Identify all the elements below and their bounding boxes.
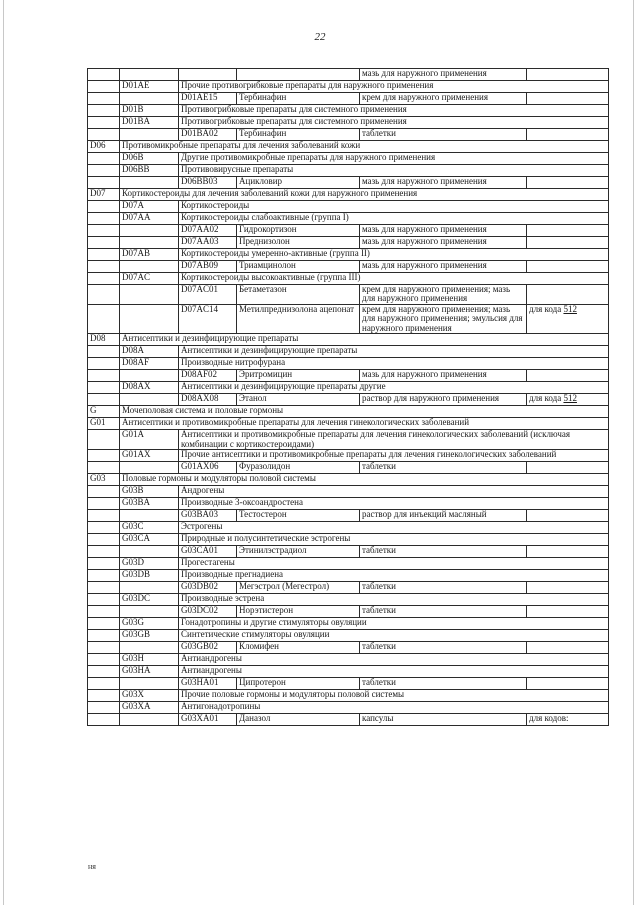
atc-code-drug: D07AB09	[179, 261, 237, 273]
table-row	[88, 406, 609, 418]
atc-code-group: G03C	[120, 522, 179, 534]
code-note	[527, 546, 609, 558]
dosage-form: раствор для инъекций масляный	[360, 510, 527, 522]
atc-code-drug: D07AA03	[179, 237, 237, 249]
table-row	[88, 153, 609, 165]
table-row	[88, 702, 609, 714]
drug-name: Тестостерон	[237, 510, 360, 522]
code-note	[527, 225, 609, 237]
atc-code-level1: D08	[88, 334, 120, 346]
code-note	[527, 237, 609, 249]
dosage-form: крем для наружного применения	[360, 93, 527, 105]
atc-code-level1: D06	[88, 141, 120, 153]
atc-code-group	[120, 642, 179, 654]
atc-code-level1	[88, 430, 120, 450]
scan-edge-right	[633, 0, 634, 905]
atc-code-group: D08AF	[120, 358, 179, 370]
table-row	[88, 249, 609, 261]
group-title: Гонадотропины и другие стимуляторы овуляции	[179, 618, 609, 630]
atc-code-group: D01AE	[120, 81, 179, 93]
atc-code-group: G01AX	[120, 450, 179, 462]
dosage-form: таблетки	[360, 678, 527, 690]
table-row	[88, 81, 609, 93]
drug-name: Триамцинолон	[237, 261, 360, 273]
table-row	[88, 558, 609, 570]
drug-name: Эритромицин	[237, 370, 360, 382]
atc-code-group: D07AC	[120, 273, 179, 285]
atc-code-group: G03CA	[120, 534, 179, 546]
table-row	[88, 642, 609, 654]
group-title: Кортикостероиды для лечения заболеваний кожи для наружного применения	[120, 189, 609, 201]
code-note	[527, 642, 609, 654]
atc-code-level1	[88, 702, 120, 714]
atc-code-level1	[88, 666, 120, 678]
atc-code-group	[120, 304, 179, 333]
drug-name: Фуразолидон	[237, 462, 360, 474]
table-row	[88, 450, 609, 462]
atc-code-group	[120, 370, 179, 382]
table-row	[88, 510, 609, 522]
atc-code-group	[120, 261, 179, 273]
group-title: Производные 3-оксоандростена	[179, 498, 609, 510]
atc-code-level1	[88, 618, 120, 630]
atc-code-group: G03GB	[120, 630, 179, 642]
atc-code-group: G03BA	[120, 498, 179, 510]
drug-name: Бетаметазон	[237, 285, 360, 305]
atc-code-group: D07AA	[120, 213, 179, 225]
table-row	[88, 430, 609, 450]
drug-name: Норэтистерон	[237, 606, 360, 618]
dosage-form: мазь для наружного применения	[360, 370, 527, 382]
atc-code-group: G03XA	[120, 702, 179, 714]
table-row	[88, 606, 609, 618]
drug-name: Кломифен	[237, 642, 360, 654]
table-row	[88, 418, 609, 430]
table-row	[88, 618, 609, 630]
atc-code-group: G03D	[120, 558, 179, 570]
dosage-form: капсулы	[360, 714, 527, 726]
group-title: Мочеполовая система и половые гормоны	[120, 406, 609, 418]
code-note	[527, 69, 609, 81]
code-note	[527, 582, 609, 594]
atc-code-level1	[88, 93, 120, 105]
group-title: Антисептики и противомикробные препараты для лечения гинекологических заболеваний	[120, 418, 609, 430]
atc-code-drug: G03HA01	[179, 678, 237, 690]
table-row	[88, 261, 609, 273]
table-row	[88, 117, 609, 129]
atc-code-group	[120, 285, 179, 305]
table-row	[88, 358, 609, 370]
atc-code-level1	[88, 450, 120, 462]
atc-code-drug: D01AE15	[179, 93, 237, 105]
table-row	[88, 714, 609, 726]
atc-code-level1	[88, 510, 120, 522]
group-title: Другие противомикробные препараты для наружного применения	[179, 153, 609, 165]
atc-code-level1	[88, 304, 120, 333]
atc-code-level1: G	[88, 406, 120, 418]
atc-code-drug: D08AF02	[179, 370, 237, 382]
group-title: Прогестагены	[179, 558, 609, 570]
atc-code-drug: G03BA03	[179, 510, 237, 522]
group-title: Противовирусные препараты	[179, 165, 609, 177]
dosage-form: таблетки	[360, 606, 527, 618]
code-note	[527, 304, 609, 333]
drug-name: Мегэстрол (Мегестрол)	[237, 582, 360, 594]
atc-code-group: D07AB	[120, 249, 179, 261]
atc-code-level1	[88, 546, 120, 558]
table-row	[88, 93, 609, 105]
table-row	[88, 273, 609, 285]
atc-code-level1	[88, 678, 120, 690]
table-row	[88, 666, 609, 678]
atc-code-level1	[88, 225, 120, 237]
atc-code-level1: G03	[88, 474, 120, 486]
code-note	[527, 510, 609, 522]
drug-name	[237, 69, 360, 81]
dosage-form: мазь для наружного применения	[360, 69, 527, 81]
code-note	[527, 606, 609, 618]
atc-code-level1	[88, 117, 120, 129]
atc-code-drug: D07AC14	[179, 304, 237, 333]
atc-code-level1: G01	[88, 418, 120, 430]
table-row	[88, 225, 609, 237]
group-title: Антисептики и дезинфицирующие препараты	[179, 346, 609, 358]
drug-name: Этанол	[237, 394, 360, 406]
atc-code-level1	[88, 285, 120, 305]
table-row	[88, 382, 609, 394]
atc-code-level1	[88, 642, 120, 654]
atc-code-level1	[88, 654, 120, 666]
atc-code-group: D07A	[120, 201, 179, 213]
table-row	[88, 630, 609, 642]
drug-list-table	[87, 68, 609, 726]
atc-code-group	[120, 129, 179, 141]
atc-code-level1	[88, 261, 120, 273]
atc-code-level1	[88, 237, 120, 249]
group-title: Природные и полусинтетические эстрогены	[179, 534, 609, 546]
code-reference-link[interactable]: 512	[563, 393, 577, 404]
atc-code-group	[120, 93, 179, 105]
atc-code-level1	[88, 570, 120, 582]
drug-name: Ацикловир	[237, 177, 360, 189]
atc-code-drug: G01AX06	[179, 462, 237, 474]
atc-code-level1	[88, 69, 120, 81]
group-title: Производные прегнадиена	[179, 570, 609, 582]
table-row	[88, 237, 609, 249]
code-note-label: для кода	[529, 393, 564, 404]
atc-code-drug: D08AX08	[179, 394, 237, 406]
table-row	[88, 165, 609, 177]
atc-code-group: G03HA	[120, 666, 179, 678]
group-title: Противогрибковые препараты для системного применения	[179, 105, 609, 117]
atc-code-level1	[88, 594, 120, 606]
atc-code-level1	[88, 486, 120, 498]
atc-code-group: G03B	[120, 486, 179, 498]
group-title: Прочие противогрибковые препараты для наружного применения	[179, 81, 609, 93]
atc-code-level1	[88, 690, 120, 702]
table-row	[88, 462, 609, 474]
table-row	[88, 69, 609, 81]
code-note	[527, 177, 609, 189]
drug-name: Тербинафин	[237, 93, 360, 105]
atc-code-group	[120, 462, 179, 474]
atc-code-level1	[88, 522, 120, 534]
atc-code-level1	[88, 153, 120, 165]
atc-code-level1	[88, 498, 120, 510]
atc-code-level1	[88, 165, 120, 177]
table-row	[88, 570, 609, 582]
atc-code-drug: G03CA01	[179, 546, 237, 558]
atc-code-drug: G03XA01	[179, 714, 237, 726]
atc-code-group: D08AX	[120, 382, 179, 394]
table-row	[88, 285, 609, 305]
dosage-form: мазь для наружного применения	[360, 225, 527, 237]
dosage-form: таблетки	[360, 129, 527, 141]
group-title: Антиандрогены	[179, 654, 609, 666]
table-row	[88, 105, 609, 117]
dosage-form: таблетки	[360, 642, 527, 654]
atc-code-level1	[88, 394, 120, 406]
table-row	[88, 498, 609, 510]
atc-code-level1	[88, 558, 120, 570]
drug-name: Тербинафин	[237, 129, 360, 141]
table-row	[88, 177, 609, 189]
atc-code-level1	[88, 81, 120, 93]
table-row	[88, 522, 609, 534]
atc-code-level1	[88, 105, 120, 117]
atc-code-level1	[88, 358, 120, 370]
group-title: Эстрогены	[179, 522, 609, 534]
code-note	[527, 129, 609, 141]
group-title: Кортикостероиды высокоактивные (группа III)	[179, 273, 609, 285]
code-note: для кодов:	[527, 714, 609, 726]
atc-code-group: D01BA	[120, 117, 179, 129]
atc-code-group: G03G	[120, 618, 179, 630]
atc-code-level1	[88, 129, 120, 141]
atc-code-group	[120, 177, 179, 189]
table-row	[88, 334, 609, 346]
table-row	[88, 189, 609, 201]
atc-code-level1: D07	[88, 189, 120, 201]
dosage-form: мазь для наружного применения	[360, 261, 527, 273]
table-row	[88, 474, 609, 486]
dosage-form: крем для наружного применения; мазь для наружного применения	[360, 285, 527, 305]
atc-code-group: D06B	[120, 153, 179, 165]
group-title: Производные эстрена	[179, 594, 609, 606]
atc-code-level1	[88, 370, 120, 382]
atc-code-group: G03DC	[120, 594, 179, 606]
table-row	[88, 690, 609, 702]
atc-code-drug	[179, 69, 237, 81]
group-title: Половые гормоны и модуляторы половой системы	[120, 474, 609, 486]
table-row	[88, 304, 609, 333]
table-row	[88, 654, 609, 666]
atc-code-drug: D06BB03	[179, 177, 237, 189]
table-row	[88, 213, 609, 225]
atc-code-group	[120, 714, 179, 726]
atc-code-group	[120, 606, 179, 618]
group-title: Противогрибковые препараты для системного применения	[179, 117, 609, 129]
code-note	[527, 261, 609, 273]
table-row	[88, 486, 609, 498]
atc-code-group	[120, 678, 179, 690]
atc-code-group	[120, 546, 179, 558]
atc-code-drug: D01BA02	[179, 129, 237, 141]
group-title: Антигонадотропины	[179, 702, 609, 714]
atc-code-group: D08A	[120, 346, 179, 358]
scan-edge-left	[3, 0, 4, 905]
code-note	[527, 93, 609, 105]
group-title: Андрогены	[179, 486, 609, 498]
atc-code-level1	[88, 213, 120, 225]
code-note	[527, 285, 609, 305]
page-number: 22	[314, 31, 326, 43]
dosage-form: таблетки	[360, 582, 527, 594]
atc-code-level1	[88, 249, 120, 261]
atc-code-group	[120, 582, 179, 594]
code-note	[527, 394, 609, 406]
group-title: Антисептики и противомикробные препараты для лечения гинекологических заболеваний (исключая комбинации с кортикостероидами)	[179, 430, 609, 450]
dosage-form: таблетки	[360, 462, 527, 474]
drug-name: Преднизолон	[237, 237, 360, 249]
code-note	[527, 678, 609, 690]
dosage-form: мазь для наружного применения	[360, 177, 527, 189]
atc-code-group	[120, 237, 179, 249]
atc-code-level1	[88, 606, 120, 618]
table-row	[88, 129, 609, 141]
drug-name: Даназол	[237, 714, 360, 726]
atc-code-drug: G03DB02	[179, 582, 237, 594]
atc-code-group: G03X	[120, 690, 179, 702]
atc-code-level1	[88, 346, 120, 358]
atc-code-group: D01B	[120, 105, 179, 117]
dosage-form: раствор для наружного применения	[360, 394, 527, 406]
atc-code-group: D06BB	[120, 165, 179, 177]
drug-name: Гидрокортизон	[237, 225, 360, 237]
atc-code-level1	[88, 462, 120, 474]
atc-code-group: G03DB	[120, 570, 179, 582]
table-row	[88, 394, 609, 406]
group-title: Кортикостероиды умеренно-активные (группа II)	[179, 249, 609, 261]
atc-code-level1	[88, 714, 120, 726]
table-row	[88, 534, 609, 546]
group-title: Антисептики и дезинфицирующие препараты	[120, 334, 609, 346]
table-row	[88, 201, 609, 213]
group-title: Противомикробные препараты для лечения заболеваний кожи	[120, 141, 609, 153]
atc-code-level1	[88, 630, 120, 642]
atc-code-group	[120, 510, 179, 522]
dosage-form: таблетки	[360, 546, 527, 558]
atc-code-group	[120, 394, 179, 406]
atc-code-group: G03H	[120, 654, 179, 666]
atc-code-level1	[88, 582, 120, 594]
atc-code-group: G01A	[120, 430, 179, 450]
dosage-form: мазь для наружного применения	[360, 237, 527, 249]
code-note-label: для кода	[529, 304, 564, 314]
table-row	[88, 141, 609, 153]
table-row	[88, 546, 609, 558]
atc-code-group	[120, 225, 179, 237]
group-title: Антиандрогены	[179, 666, 609, 678]
group-title: Синтетические стимуляторы овуляции	[179, 630, 609, 642]
atc-code-level1	[88, 201, 120, 213]
group-title: Кортикостероиды слабоактивные (группа I)	[179, 213, 609, 225]
atc-code-level1	[88, 273, 120, 285]
footer-mark: ня	[88, 862, 96, 871]
drug-name: Ципротерон	[237, 678, 360, 690]
atc-code-group	[120, 69, 179, 81]
drug-name: Этинилэстрадиол	[237, 546, 360, 558]
group-title: Прочие антисептики и противомикробные препараты для лечения гинекологических заболеваний	[179, 450, 609, 462]
code-note	[527, 370, 609, 382]
code-reference-link[interactable]: 512	[563, 304, 577, 314]
group-title: Прочие половые гормоны и модуляторы половой системы	[179, 690, 609, 702]
atc-code-level1	[88, 382, 120, 394]
atc-code-drug: D07AA02	[179, 225, 237, 237]
table-row	[88, 346, 609, 358]
code-note	[527, 462, 609, 474]
table-row	[88, 594, 609, 606]
group-title: Антисептики и дезинфицирующие препараты другие	[179, 382, 609, 394]
drug-name: Метилпреднизолона ацепонат	[237, 304, 360, 333]
atc-code-level1	[88, 534, 120, 546]
group-title: Производные нитрофурана	[179, 358, 609, 370]
atc-code-drug: D07AC01	[179, 285, 237, 305]
table-row	[88, 582, 609, 594]
atc-code-drug: G03DC02	[179, 606, 237, 618]
atc-code-level1	[88, 177, 120, 189]
atc-code-drug: G03GB02	[179, 642, 237, 654]
group-title: Кортикостероиды	[179, 201, 609, 213]
table-row	[88, 678, 609, 690]
dosage-form: крем для наружного применения; мазь для наружного применения; эмульсия для наружного применения	[360, 304, 527, 333]
table-row	[88, 370, 609, 382]
